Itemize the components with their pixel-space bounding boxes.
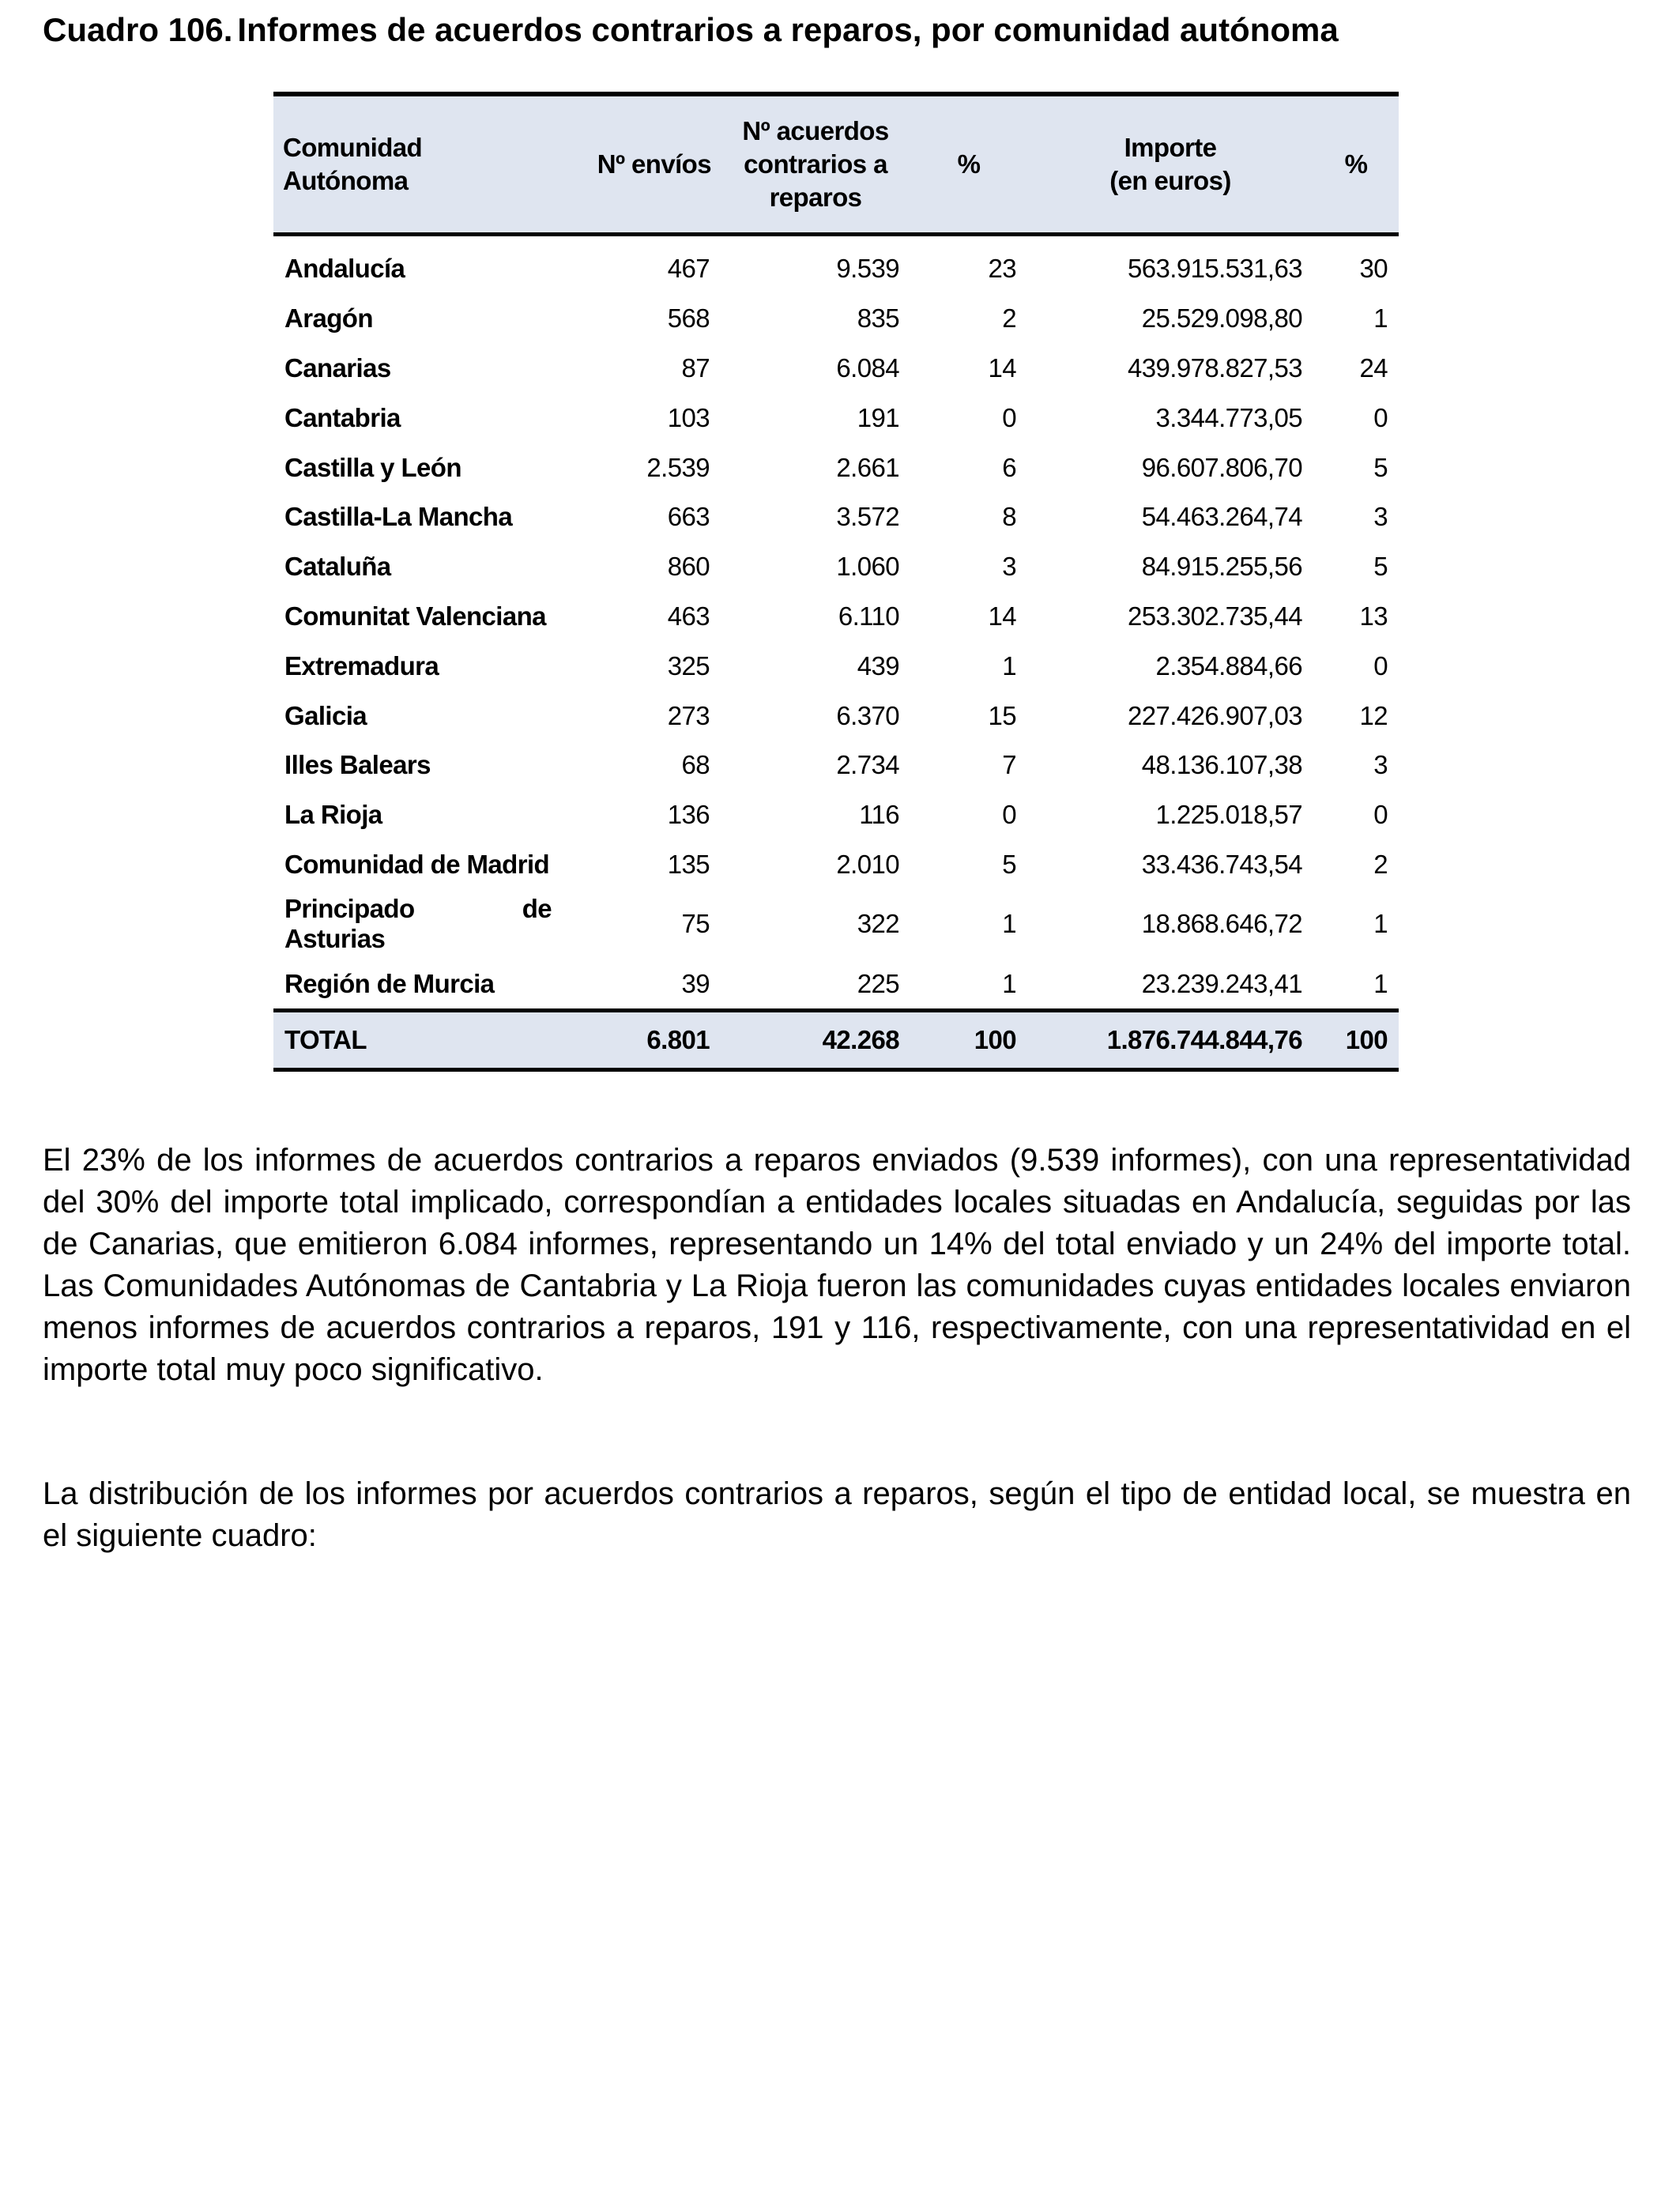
- table-row: [273, 443, 1399, 492]
- cell-importe: 33.436.743,54: [1141, 849, 1302, 879]
- cell-acuerdos: 9.539: [836, 254, 899, 284]
- paragraph-analysis: El 23% de los informes de acuerdos contrarios a reparos enviados (9.539 informes), con una representatividad del 30% del importe total implicado, correspondían a entidades locales situadas en Andalucía, seguidas por las de Canarias, que emitieron 6.084 informes, representando un 14% del total enviado y un 24% del importe total. Las Comunidades Autónomas de Cantabria y La Rioja fueron las comunidades cuyas entidades locales enviaron menos informes de acuerdos contrarios a reparos, 191 y 116, respectivamente, con una representatividad en el importe total muy poco significativo.: [43, 1143, 1631, 1387]
- spacer-row: [273, 235, 1399, 245]
- cell-pct-importe: 24: [1359, 352, 1388, 383]
- cell-envios: 75: [681, 909, 710, 939]
- cell-pct: 8: [1002, 502, 1016, 532]
- table-caption: [43, 11, 1339, 49]
- cell-importe: 227.426.907,03: [1128, 700, 1302, 730]
- cell-acuerdos: 191: [857, 402, 899, 432]
- cell-envios: 325: [667, 650, 710, 680]
- table-row: [273, 294, 1399, 344]
- cell-pct-importe: 30: [1359, 254, 1388, 284]
- cell-acuerdos: 225: [857, 968, 899, 998]
- cell-pct-importe: 3: [1373, 750, 1388, 780]
- total-row: [273, 1011, 1399, 1070]
- total-importe: 1.876.744.844,76: [1106, 1025, 1302, 1055]
- cell-comunidad: Castilla y León: [284, 452, 461, 482]
- cell-comunidad: Castilla-La Mancha: [284, 502, 513, 532]
- cell-pct-importe: 0: [1373, 800, 1388, 830]
- cell-pct: 1: [1002, 909, 1016, 939]
- cell-pct-importe: 3: [1373, 502, 1388, 532]
- cell-pct: 23: [988, 254, 1016, 284]
- cell-acuerdos: 116: [859, 800, 899, 830]
- cell-pct: 14: [988, 601, 1016, 631]
- cell-envios: 136: [667, 800, 710, 830]
- cell-comunidad: Principado de Asturias: [284, 894, 552, 954]
- cell-importe: 23.239.243,41: [1141, 968, 1302, 998]
- table-row: [273, 790, 1399, 840]
- cell-acuerdos: 439: [857, 650, 899, 680]
- cell-pct-importe: 12: [1359, 700, 1388, 730]
- cell-envios: 68: [681, 750, 710, 780]
- table-row: [273, 840, 1399, 890]
- table-row: [273, 244, 1399, 294]
- cell-acuerdos: 6.370: [836, 700, 899, 730]
- cell-comunidad: Región de Murcia: [284, 968, 495, 998]
- cell-comunidad: Comunidad de Madrid: [284, 849, 550, 879]
- cell-importe: 563.915.531,63: [1128, 254, 1302, 284]
- cell-comunidad: Cantabria: [284, 402, 401, 432]
- cell-acuerdos: 1.060: [836, 552, 899, 582]
- cell-envios: 2.539: [646, 452, 710, 482]
- cell-importe: 439.978.827,53: [1128, 352, 1302, 383]
- table-row: [273, 741, 1399, 790]
- header-acuerdos: Nº acuerdos contrarios a reparos: [742, 116, 889, 212]
- cell-pct: 5: [1002, 849, 1016, 879]
- cell-envios: 568: [667, 303, 710, 334]
- cell-importe: 54.463.264,74: [1141, 502, 1302, 532]
- cell-importe: 96.607.806,70: [1141, 452, 1302, 482]
- cell-importe: 253.302.735,44: [1128, 601, 1302, 631]
- table-row: [273, 492, 1399, 542]
- caption-title: Informes de acuerdos contrarios a reparos, por comunidad autónoma: [237, 11, 1339, 48]
- cell-pct: 3: [1002, 552, 1016, 582]
- cell-pct: 0: [1002, 402, 1016, 432]
- cell-comunidad: Andalucía: [284, 254, 405, 284]
- cell-envios: 467: [667, 254, 710, 284]
- cell-acuerdos: 835: [857, 303, 899, 334]
- cell-comunidad: Aragón: [284, 303, 373, 334]
- cell-pct-importe: 5: [1373, 452, 1388, 482]
- table-row: [273, 592, 1399, 642]
- header-comunidad: Comunidad Autónoma: [283, 133, 423, 195]
- cell-acuerdos: 6.084: [836, 352, 899, 383]
- cell-importe: 3.344.773,05: [1155, 402, 1302, 432]
- table-row: [273, 641, 1399, 691]
- cell-importe: 1.225.018,57: [1155, 800, 1302, 830]
- total-pct-importe: 100: [1345, 1025, 1388, 1055]
- cell-pct: 1: [1002, 650, 1016, 680]
- table-header-row: [273, 94, 1399, 235]
- cell-pct: 7: [1002, 750, 1016, 780]
- header-envios: Nº envíos: [597, 149, 711, 179]
- cell-pct: 2: [1002, 303, 1016, 334]
- table-row: [273, 542, 1399, 592]
- cell-envios: 463: [667, 601, 710, 631]
- cell-pct-importe: 0: [1373, 650, 1388, 680]
- cell-pct-importe: 1: [1373, 909, 1388, 939]
- table-row: [273, 393, 1399, 443]
- cell-comunidad: Extremadura: [284, 650, 439, 680]
- cell-importe: 2.354.884,66: [1155, 650, 1302, 680]
- cell-pct: 6: [1002, 452, 1016, 482]
- comunidades-table: [273, 92, 1399, 1072]
- cell-acuerdos: 6.110: [838, 601, 899, 631]
- cell-importe: 84.915.255,56: [1141, 552, 1302, 582]
- cell-acuerdos: 2.661: [836, 452, 899, 482]
- cell-importe: 18.868.646,72: [1141, 909, 1302, 939]
- cell-pct-importe: 1: [1373, 968, 1388, 998]
- cell-pct: 1: [1002, 968, 1016, 998]
- cell-pct-importe: 5: [1373, 552, 1388, 582]
- cell-comunidad: Galicia: [284, 700, 367, 730]
- table-row: [273, 959, 1399, 1010]
- cell-pct-importe: 13: [1359, 601, 1388, 631]
- cell-envios: 103: [667, 402, 710, 432]
- header-pct-importe: %: [1344, 149, 1368, 179]
- cell-envios: 135: [667, 849, 710, 879]
- caption-number: Cuadro 106.: [43, 11, 233, 48]
- cell-comunidad: Comunitat Valenciana: [284, 601, 546, 631]
- cell-envios: 860: [667, 552, 710, 582]
- table-row: [273, 344, 1399, 394]
- cell-envios: 273: [667, 700, 710, 730]
- cell-pct: 0: [1002, 800, 1016, 830]
- cell-pct: 15: [988, 700, 1016, 730]
- cell-pct: 14: [988, 352, 1016, 383]
- cell-envios: 663: [667, 502, 710, 532]
- table-row: [273, 691, 1399, 741]
- header-pct-acuerdos: %: [957, 149, 981, 179]
- cell-envios: 39: [681, 968, 710, 998]
- cell-comunidad: Cataluña: [284, 552, 391, 582]
- table-row: [273, 889, 1399, 959]
- cell-pct-importe: 0: [1373, 402, 1388, 432]
- cell-envios: 87: [681, 352, 710, 383]
- total-envios: 6.801: [646, 1025, 710, 1055]
- cell-comunidad: Illes Balears: [284, 750, 431, 780]
- cell-acuerdos: 2.734: [836, 750, 899, 780]
- cell-importe: 48.136.107,38: [1141, 750, 1302, 780]
- paragraph-intro-next-table: La distribución de los informes por acuerdos contrarios a reparos, según el tipo de entidad local, se muestra en el siguiente cuadro:: [43, 1476, 1631, 1553]
- cell-pct-importe: 1: [1373, 303, 1388, 334]
- cell-comunidad: Canarias: [284, 352, 391, 383]
- header-importe: Importe (en euros): [1109, 133, 1231, 195]
- cell-acuerdos: 3.572: [836, 502, 899, 532]
- cell-acuerdos: 322: [857, 909, 899, 939]
- cell-comunidad: La Rioja: [284, 800, 382, 830]
- total-label: TOTAL: [284, 1025, 367, 1055]
- cell-pct-importe: 2: [1373, 849, 1388, 879]
- total-pct: 100: [974, 1025, 1016, 1055]
- cell-importe: 25.529.098,80: [1141, 303, 1302, 334]
- cell-acuerdos: 2.010: [836, 849, 899, 879]
- total-acuerdos: 42.268: [822, 1025, 899, 1055]
